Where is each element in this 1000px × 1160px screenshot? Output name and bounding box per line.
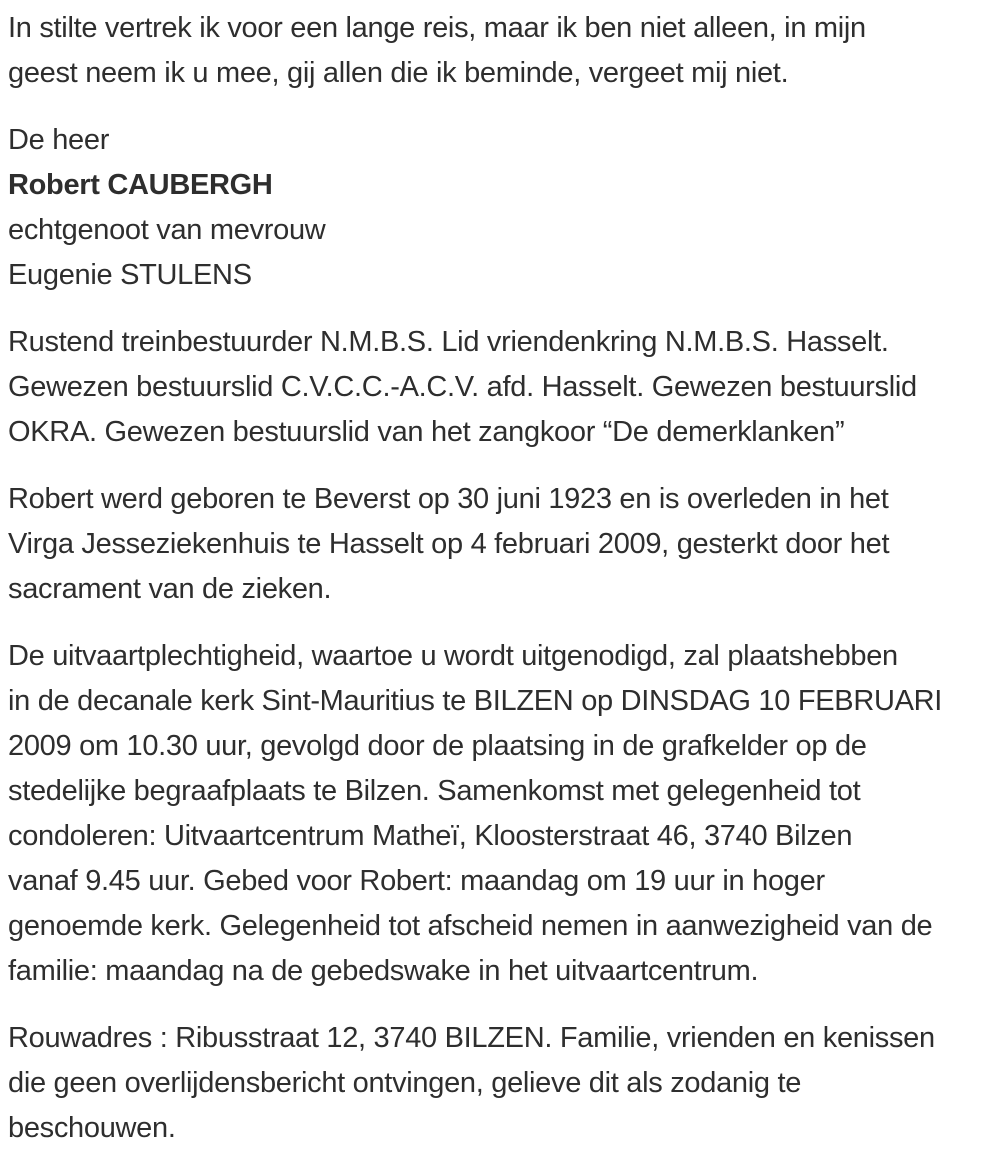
spouse-name: Eugenie STULENS [8,259,252,291]
spouse-relation-label: echtgenoot van mevrouw [8,214,326,246]
memberships-paragraph [8,320,992,455]
intro-verse [8,6,992,96]
birth-death-paragraph [8,477,992,612]
funeral-details-paragraph [8,634,992,994]
text-line: geest neem ik u mee, gij allen die ik beminde, vergeet mij niet. [8,57,789,89]
text-line: OKRA. Gewezen bestuurslid van het zangkoor “De demerklanken” [8,416,845,448]
text-line: Rustend treinbestuurder N.M.B.S. Lid vriendenkring N.M.B.S. Hasselt. [8,326,889,358]
text-line: In stilte vertrek ik voor een lange reis, maar ik ben niet alleen, in mijn [8,12,866,44]
salutation: De heer [8,124,110,156]
text-line: stedelijke begraafplaats te Bilzen. Samenkomst met gelegenheid tot [8,775,861,807]
text-line: die geen overlijdensbericht ontvingen, gelieve dit als zodanig te [8,1067,802,1099]
mourning-address-paragraph [8,1016,992,1151]
text-line: genoemde kerk. Gelegenheid tot afscheid nemen in aanwezigheid van de [8,910,933,942]
text-line: De uitvaartplechtigheid, waartoe u wordt uitgenodigd, zal plaatshebben [8,640,898,672]
text-line: vanaf 9.45 uur. Gebed voor Robert: maandag om 19 uur in hoger [8,865,825,897]
text-line: Virga Jesseziekenhuis te Hasselt op 4 februari 2009, gesterkt door het [8,528,890,560]
text-line: Robert werd geboren te Beverst op 30 juni 1923 en is overleden in het [8,483,889,515]
text-line: beschouwen. [8,1112,176,1144]
deceased-identity [8,118,992,298]
text-line: in de decanale kerk Sint-Mauritius te BILZEN op DINSDAG 10 FEBRUARI [8,685,943,717]
deceased-name: Robert CAUBERGH [8,169,273,201]
text-line: familie: maandag na de gebedswake in het uitvaartcentrum. [8,955,759,987]
text-line: 2009 om 10.30 uur, gevolgd door de plaatsing in de grafkelder op de [8,730,867,762]
text-line: Rouwadres : Ribusstraat 12, 3740 BILZEN. Familie, vrienden en kenissen [8,1022,935,1054]
text-line: Gewezen bestuurslid C.V.C.C.-A.C.V. afd. Hasselt. Gewezen bestuurslid [8,371,917,403]
text-line: sacrament van de zieken. [8,573,332,605]
text-line: condoleren: Uitvaartcentrum Matheï, Kloosterstraat 46, 3740 Bilzen [8,820,853,852]
